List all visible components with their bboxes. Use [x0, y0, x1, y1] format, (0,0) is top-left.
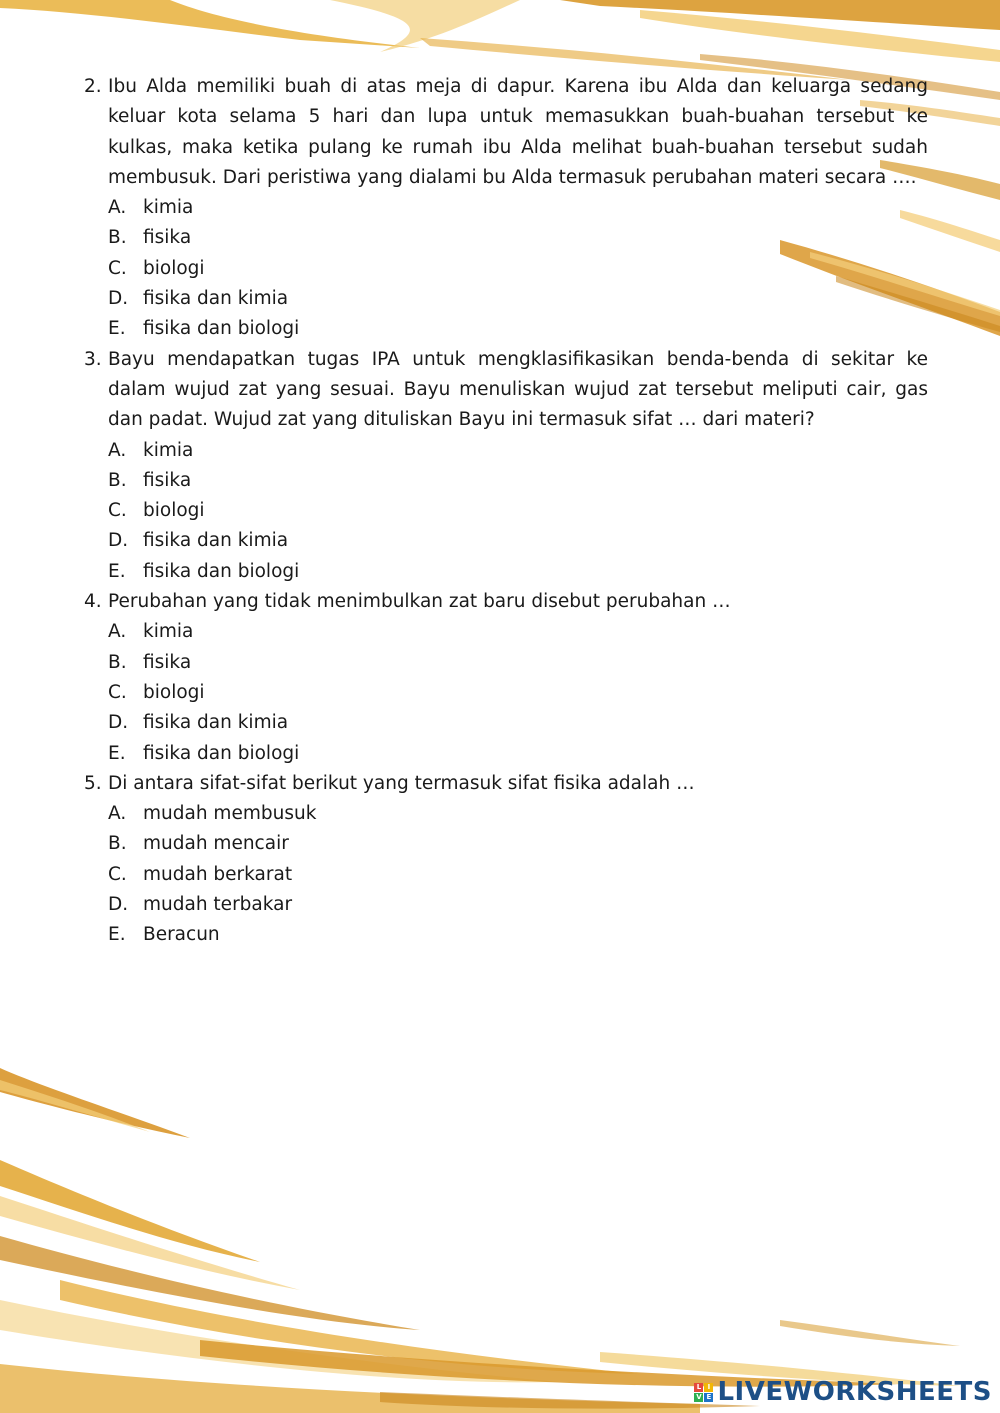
option-letter: E.: [108, 924, 126, 946]
option-letter: A.: [108, 621, 127, 643]
bottom-brush-strokes: [0, 1068, 960, 1413]
option-text: mudah terbakar: [143, 894, 293, 916]
option-b[interactable]: [108, 829, 928, 859]
option-letter: A.: [108, 439, 127, 461]
option-text: fisika dan kimia: [143, 288, 289, 310]
option-letter: C.: [108, 257, 127, 279]
option-letter: B.: [108, 469, 127, 491]
option-letter: A.: [108, 197, 127, 219]
option-letter: E.: [108, 318, 126, 340]
liveworksheets-branding[interactable]: [694, 1377, 992, 1407]
option-d[interactable]: [108, 890, 928, 920]
brand-name: LIVEWORKSHEETS: [717, 1377, 992, 1407]
question-5: [84, 769, 928, 951]
question-text: Di antara sifat-sifat berikut yang termasuk sifat fisika adalah …: [108, 772, 695, 794]
option-list: [84, 436, 928, 587]
option-b[interactable]: [108, 466, 928, 496]
question-2: [84, 72, 928, 345]
option-text: fisika dan biologi: [143, 742, 300, 764]
option-letter: C.: [108, 500, 127, 522]
option-e[interactable]: [108, 314, 928, 344]
option-text: fisika dan kimia: [143, 712, 289, 734]
option-list: [84, 799, 928, 950]
option-text: kimia: [143, 197, 194, 219]
option-c[interactable]: [108, 860, 928, 890]
option-text: fisika dan kimia: [143, 530, 289, 552]
option-letter: D.: [108, 288, 129, 310]
option-a[interactable]: [108, 799, 928, 829]
question-number: 3.: [84, 348, 102, 370]
option-d[interactable]: [108, 526, 928, 556]
option-a[interactable]: [108, 193, 928, 223]
question-4: [84, 587, 928, 769]
option-a[interactable]: [108, 436, 928, 466]
option-text: mudah mencair: [143, 833, 289, 855]
option-letter: C.: [108, 681, 127, 703]
question-number: 4.: [84, 591, 102, 613]
option-b[interactable]: [108, 648, 928, 678]
option-letter: E.: [108, 742, 126, 764]
option-d[interactable]: [108, 708, 928, 738]
option-letter: B.: [108, 651, 127, 673]
option-letter: C.: [108, 863, 127, 885]
option-text: biologi: [143, 500, 205, 522]
option-d[interactable]: [108, 284, 928, 314]
option-a[interactable]: [108, 617, 928, 647]
option-text: Beracun: [143, 924, 220, 946]
option-e[interactable]: [108, 557, 928, 587]
option-text: kimia: [143, 621, 194, 643]
logo-letter-l: L: [694, 1383, 703, 1392]
liveworksheets-logo-icon: [694, 1383, 713, 1402]
option-text: mudah berkarat: [143, 863, 293, 885]
question-text: Ibu Alda memiliki buah di atas meja di dapur. Karena ibu Alda dan keluarga sedang keluar kota selama 5 hari dan lupa untuk memasukkan buah-buahan tersebut ke kulkas, maka ketika pulang ke rumah ibu Alda melihat buah-buahan tersebut sudah membusuk. Dari peristiwa yang dialami bu Alda termasuk perubahan materi secara ….: [108, 76, 928, 188]
option-text: fisika: [143, 651, 192, 673]
option-c[interactable]: [108, 678, 928, 708]
option-text: biologi: [143, 681, 205, 703]
option-text: fisika: [143, 227, 192, 249]
option-e[interactable]: [108, 739, 928, 769]
option-c[interactable]: [108, 496, 928, 526]
option-list: [84, 193, 928, 344]
option-text: kimia: [143, 439, 194, 461]
question-number: 2.: [84, 76, 102, 97]
question-list: [84, 72, 928, 951]
logo-letter-v: V: [696, 1392, 702, 1401]
option-letter: B.: [108, 833, 127, 855]
option-letter: D.: [108, 894, 129, 916]
logo-letter-i: I: [704, 1383, 713, 1392]
option-c[interactable]: [108, 254, 928, 284]
question-number: 5.: [84, 772, 102, 794]
option-letter: D.: [108, 530, 129, 552]
option-text: fisika: [143, 469, 192, 491]
option-list: [84, 617, 928, 768]
question-text: Perubahan yang tidak menimbulkan zat baru disebut perubahan …: [108, 591, 731, 613]
option-letter: B.: [108, 227, 127, 249]
option-text: mudah membusuk: [143, 803, 317, 825]
option-e[interactable]: [108, 920, 928, 950]
logo-letter-e: E: [704, 1393, 713, 1402]
option-text: fisika dan biologi: [143, 318, 300, 340]
option-text: biologi: [143, 257, 205, 279]
option-letter: E.: [108, 560, 126, 582]
option-b[interactable]: [108, 223, 928, 253]
option-letter: A.: [108, 803, 127, 825]
question-3: [84, 345, 928, 587]
option-text: fisika dan biologi: [143, 560, 300, 582]
question-text: Bayu mendapatkan tugas IPA untuk mengklasifikasikan benda-benda di sekitar ke dalam wujud zat yang sesuai. Bayu menuliskan wujud zat tersebut meliputi cair, gas dan padat. Wujud zat yang dituliskan Bayu ini termasuk sifat … dari materi?: [108, 348, 928, 431]
option-letter: D.: [108, 712, 129, 734]
